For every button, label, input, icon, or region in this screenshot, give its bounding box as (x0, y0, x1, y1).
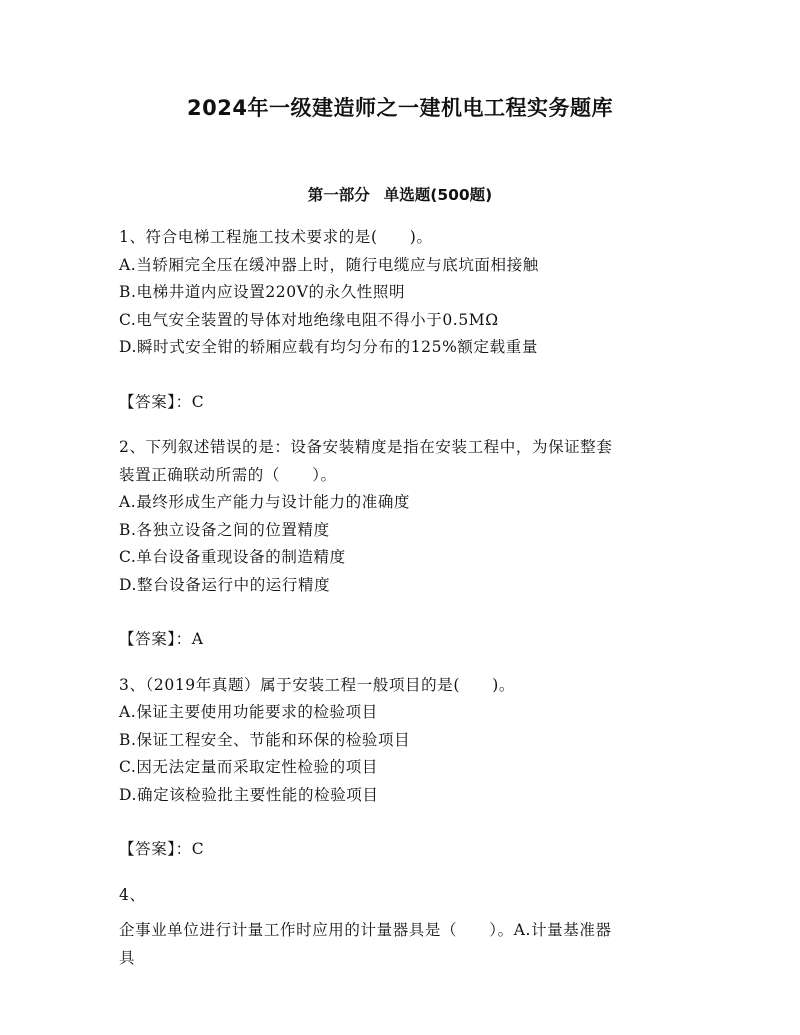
section-heading (0, 183, 800, 207)
answer: 【答案】：C (119, 840, 205, 858)
question-4 (119, 882, 679, 973)
answer: 【答案】：C (119, 392, 205, 411)
document-title: 2024年一级建造师之一建机电工程实务题库 (187, 96, 613, 120)
option-d: D.确定该检验批主要性能的检验项目 (119, 785, 379, 804)
question-stem-continued: 装置正确联动所需的（ ）。 (119, 465, 337, 484)
option-b: B.电梯井道内应设置220V的永久性照明 (119, 283, 406, 301)
section-part: 第一部分 (307, 186, 370, 204)
question-stem: 3、（2019年真题）属于安装工程一般项目的是( )。 (119, 675, 515, 694)
option-c: C.单台设备重现设备的制造精度 (119, 548, 346, 566)
question-3 (119, 672, 679, 864)
option-d: D.整台设备运行中的运行精度 (119, 575, 331, 594)
answer: 【答案】：A (119, 630, 204, 648)
question-stem: 企事业单位进行计量工作时应用的计量器具是（ ）。A.计量基准器 (119, 921, 612, 939)
question-list (119, 224, 679, 972)
option-a: A.最终形成生产能力与设计能力的准确度 (119, 493, 411, 511)
question-2 (119, 434, 679, 654)
question-stem: 1、符合电梯工程施工技术要求的是( )。 (119, 228, 433, 246)
question-stem: 2、下列叙述错误的是：设备安装精度是指在安装工程中，为保证整套 (119, 438, 613, 456)
option-c: C.电气安全装置的导体对地绝缘电阻不得小于0.5MΩ (119, 310, 499, 329)
option-d: D.瞬时式安全钳的轿厢应载有均匀分布的125%额定载重量 (119, 338, 538, 356)
section-type: 单选题(500题) (383, 186, 493, 204)
option-b: B.保证工程安全、节能和环保的检验项目 (119, 730, 411, 749)
option-a: A.保证主要使用功能要求的检验项目 (119, 703, 378, 721)
option-a: A.当轿厢完全压在缓冲器上时，随行电缆应与底坑面相接触 (119, 255, 539, 274)
option-b: B.各独立设备之间的位置精度 (119, 520, 330, 539)
question-1 (119, 224, 679, 416)
option-c: C.因无法定量而采取定性检验的项目 (119, 758, 378, 776)
question-number: 4、 (119, 885, 146, 904)
question-stem-continued: 具 (119, 948, 136, 967)
